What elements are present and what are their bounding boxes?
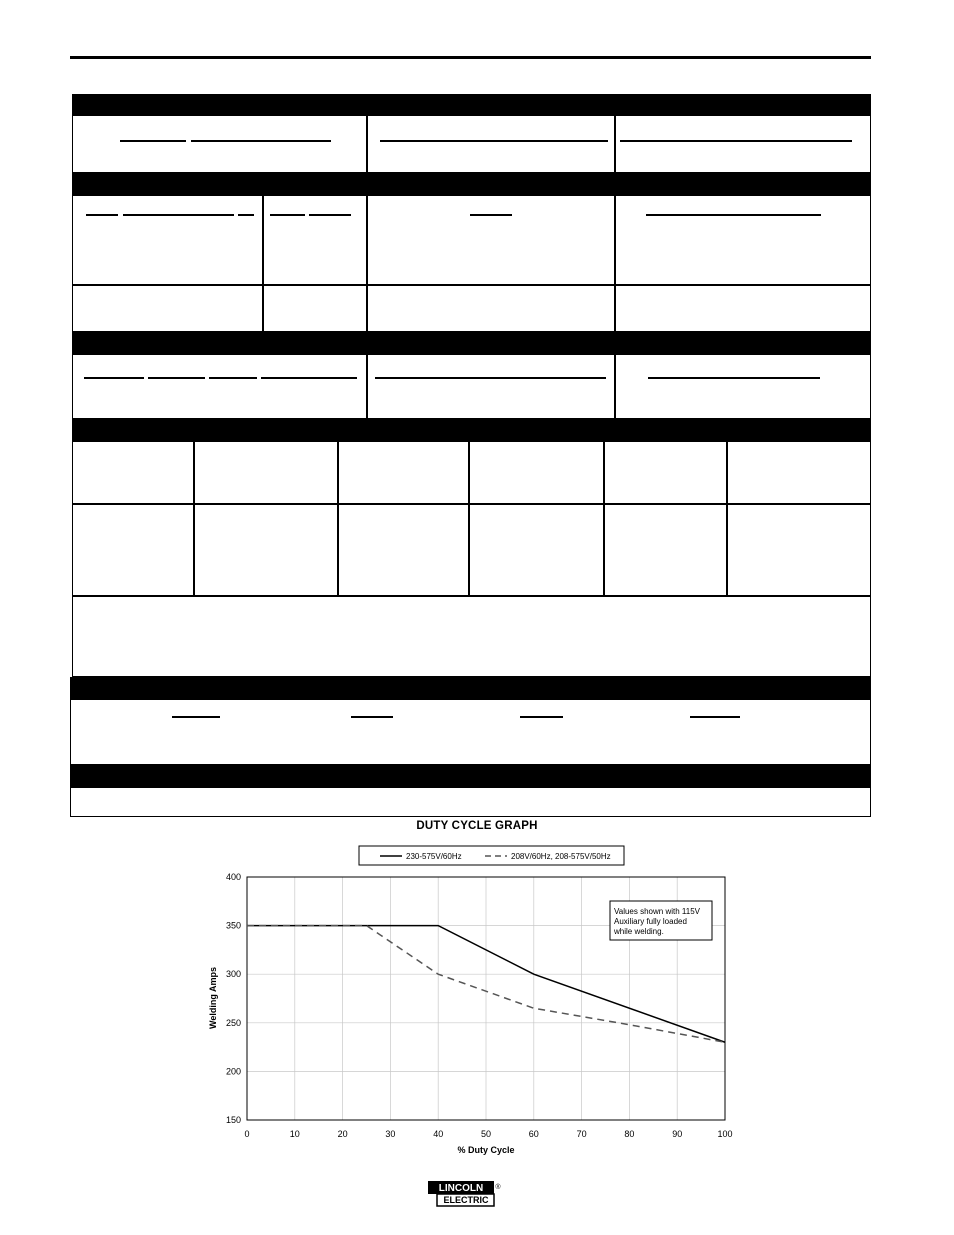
lincoln-electric-logo: [427, 1180, 505, 1208]
x-tick-label: 50: [480, 1129, 492, 1139]
legend-label: 230-575V/60Hz: [406, 852, 462, 861]
legend-label: 208V/60Hz, 208-575V/50Hz: [511, 852, 611, 861]
x-tick-label: 10: [289, 1129, 300, 1139]
x-axis-label: % Duty Cycle: [457, 1145, 515, 1155]
x-tick-label: 40: [433, 1129, 444, 1139]
chart-legend: [359, 846, 624, 865]
y-tick-label: 400: [225, 872, 241, 882]
x-tick-label: 100: [717, 1129, 733, 1139]
x-tick-label: 20: [337, 1129, 348, 1139]
logo-text: ELECTRIC: [443, 1195, 489, 1205]
chart-title: DUTY CYCLE GRAPH: [416, 820, 538, 832]
annotation-line: Auxiliary fully loaded: [614, 917, 687, 926]
y-tick-label: 250: [225, 1017, 241, 1028]
x-tick-label: 30: [385, 1129, 396, 1139]
y-tick-label: 150: [225, 1115, 241, 1125]
y-tick-label: 200: [225, 1066, 241, 1077]
x-tick-label: 60: [528, 1129, 539, 1139]
x-tick-label: 0: [244, 1129, 250, 1139]
y-tick-label: 350: [225, 920, 241, 931]
x-tick-label: 80: [624, 1129, 635, 1139]
logo-text: LINCOLN: [438, 1183, 484, 1194]
chart-annotation: [610, 901, 712, 940]
x-tick-label: 90: [672, 1129, 683, 1139]
annotation-line: Values shown with 115V: [614, 907, 700, 916]
logo-registered-mark: ®: [495, 1184, 501, 1191]
annotation-line: while welding.: [614, 927, 664, 936]
y-tick-label: 300: [225, 969, 241, 980]
y-axis-label: Welding Amps: [208, 966, 218, 1030]
x-tick-label: 70: [576, 1129, 587, 1139]
